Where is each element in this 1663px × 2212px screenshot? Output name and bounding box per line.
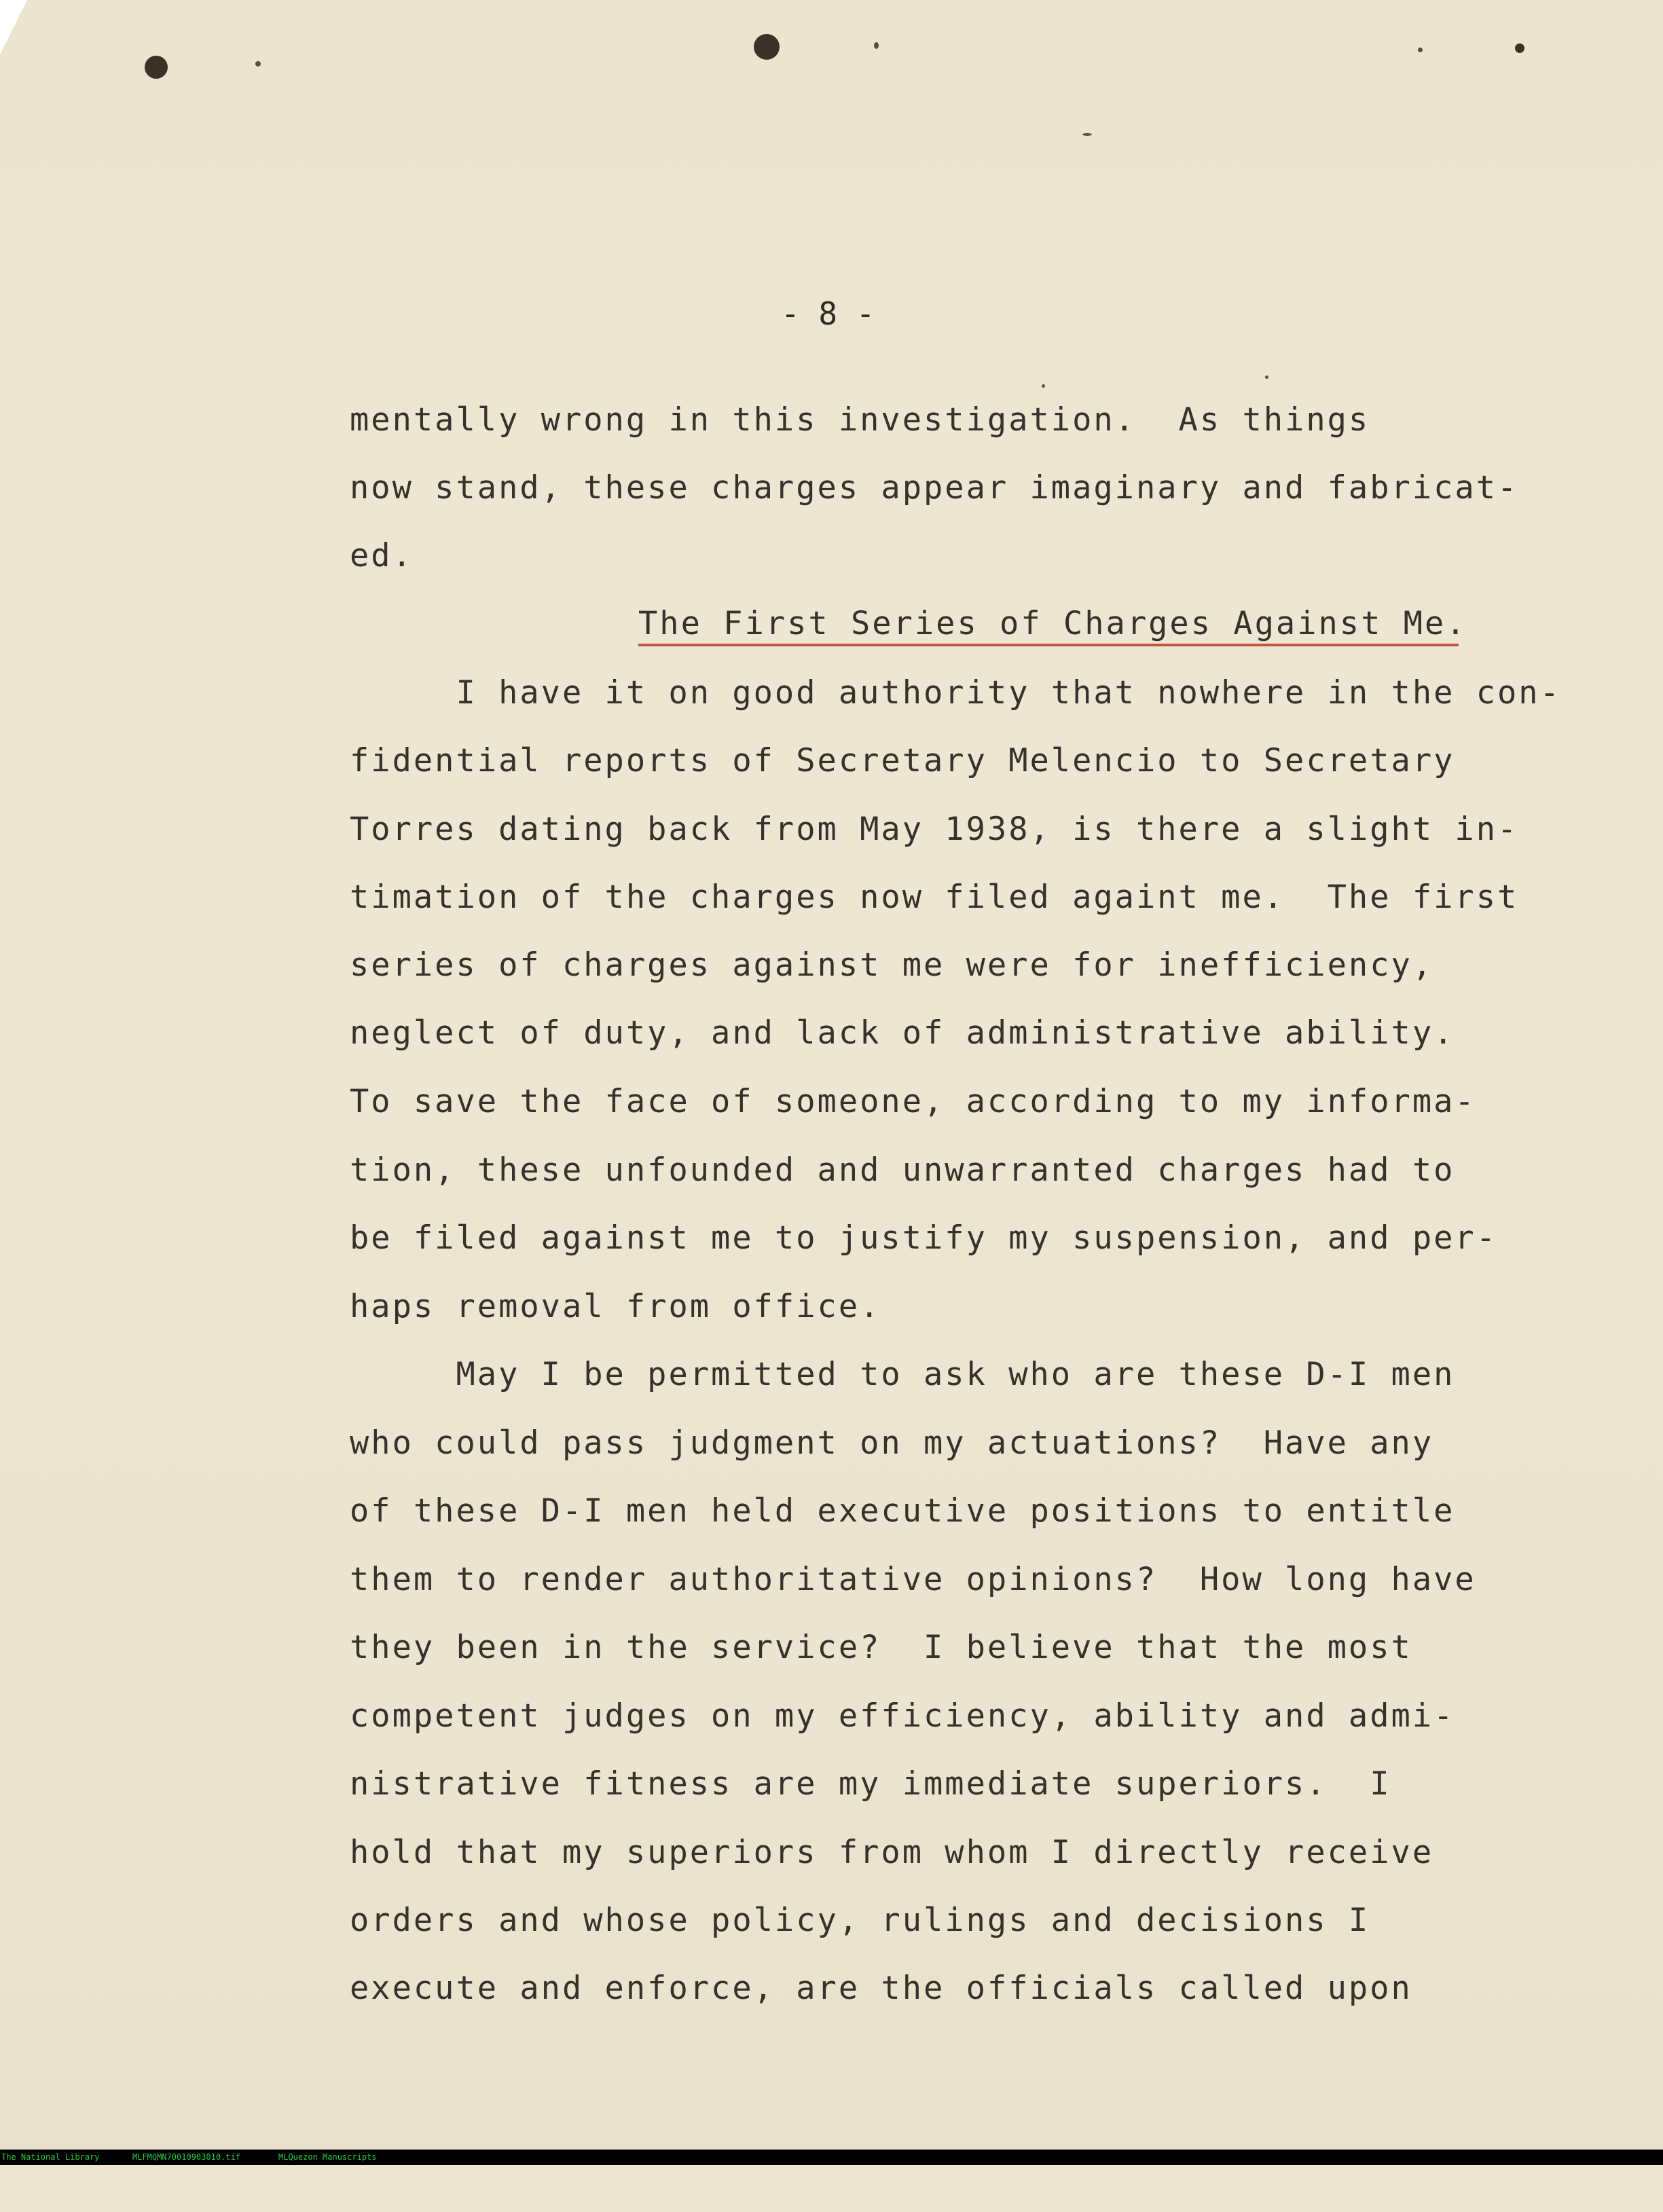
body-line: series of charges against me were for inefficiency, bbox=[350, 946, 1434, 984]
body-line: neglect of duty, and lack of administrative ability. bbox=[350, 1014, 1455, 1052]
ink-speck-icon bbox=[874, 42, 879, 49]
body-line: them to render authoritative opinions? How long have bbox=[350, 1561, 1476, 1598]
body-line: of these D-I men held executive positions to entitle bbox=[350, 1492, 1455, 1530]
ink-speck-icon bbox=[1042, 384, 1045, 388]
folded-corner bbox=[0, 0, 27, 54]
body-line: hold that my superiors from whom I directly receive bbox=[350, 1834, 1434, 1871]
punch-hole-icon bbox=[1515, 43, 1524, 53]
body-line: orders and whose policy, rulings and decisions I bbox=[350, 1902, 1370, 1939]
body-line: be filed against me to justify my suspension, and per- bbox=[350, 1219, 1498, 1257]
body-line: timation of the charges now filed againt me. The first bbox=[350, 879, 1519, 916]
scan-footer bbox=[0, 2150, 1663, 2165]
body-line: who could pass judgment on my actuations? Have any bbox=[350, 1424, 1434, 1462]
body-line: tion, these unfounded and unwarranted charges had to bbox=[350, 1151, 1455, 1189]
heading-underline bbox=[638, 644, 1459, 646]
footer-collection: MLQuezon Manuscripts bbox=[278, 2152, 377, 2162]
footer-library: The National Library bbox=[1, 2152, 100, 2162]
body-line: now stand, these charges appear imaginary and fabricat- bbox=[350, 469, 1519, 506]
punch-hole-icon bbox=[754, 34, 780, 60]
body-line: nistrative fitness are my immediate superiors. I bbox=[350, 1765, 1391, 1803]
section-heading: The First Series of Charges Against Me. bbox=[638, 605, 1467, 642]
body-line: execute and enforce, are the officials called upon bbox=[350, 1970, 1412, 2007]
ink-speck-icon bbox=[1265, 375, 1268, 379]
ink-speck-icon bbox=[1418, 48, 1423, 52]
body-line: competent judges on my efficiency, ability and admi- bbox=[350, 1697, 1455, 1735]
body-line: they been in the service? I believe that the most bbox=[350, 1629, 1412, 1666]
punch-hole-icon bbox=[145, 56, 168, 79]
ink-speck-icon bbox=[255, 61, 261, 67]
body-line: haps removal from office. bbox=[350, 1288, 881, 1325]
footer-filename: MLFMQMN70010903010.tif bbox=[132, 2152, 240, 2162]
body-line: ed. bbox=[350, 537, 414, 574]
body-line: fidential reports of Secretary Melencio to Secretary bbox=[350, 742, 1455, 779]
body-line: mentally wrong in this investigation. As things bbox=[350, 401, 1370, 439]
body-line: To save the face of someone, according to my informa- bbox=[350, 1083, 1476, 1120]
body-line: May I be permitted to ask who are these D-I men bbox=[350, 1356, 1455, 1393]
page-number: - 8 - bbox=[781, 295, 875, 332]
body-line: Torres dating back from May 1938, is there a slight in- bbox=[350, 811, 1519, 848]
body-line: I have it on good authority that nowhere in the con- bbox=[350, 674, 1561, 712]
ink-speck-icon bbox=[1082, 133, 1092, 136]
